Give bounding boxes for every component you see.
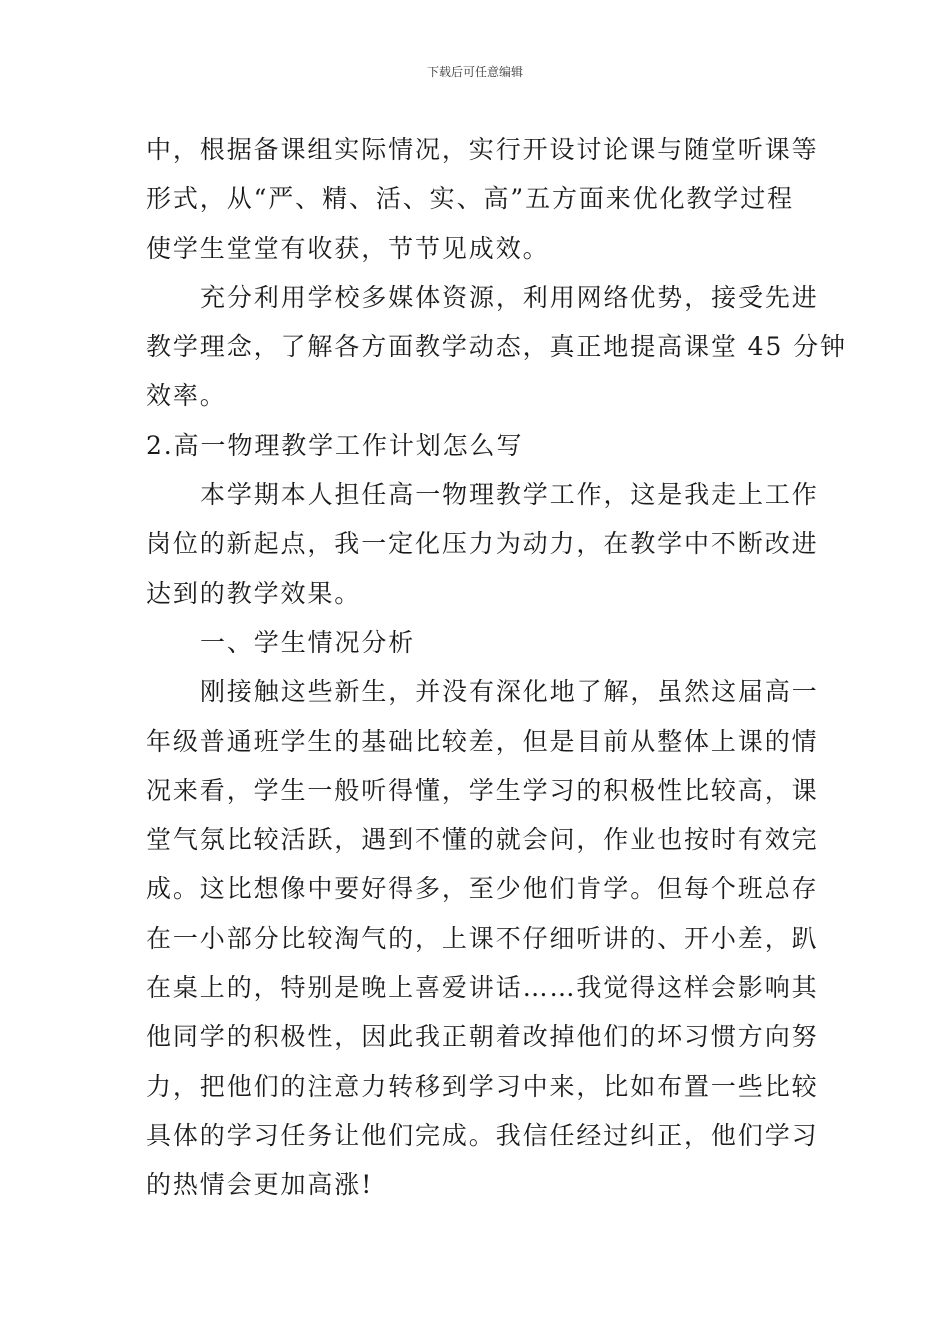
text-line: 力，把他们的注意力转移到学习中来，比如布置一些比较 <box>146 1071 819 1101</box>
text-line: 充分利用学校多媒体资源，利用网络优势，接受先进 <box>200 282 819 312</box>
text-line: 在一小部分比较淘气的，上课不仔细听讲的、开小差，趴 <box>146 923 819 953</box>
paragraph-4 <box>146 667 819 1209</box>
paragraph-3 <box>146 470 819 618</box>
text-line: 他同学的积极性，因此我正朝着改掉他们的坏习惯方向努 <box>146 1022 819 1052</box>
text-line: 刚接触这些新生，并没有深化地了解，虽然这届高一 <box>200 677 819 707</box>
heading-line: 2.高一物理教学工作计划怎么写 <box>146 430 524 460</box>
document-body <box>146 125 847 1210</box>
text-line: 教学理念，了解各方面教学动态，真正地提高课堂 45 分钟 <box>146 332 847 362</box>
text-line: 具体的学习任务让他们完成。我信任经过纠正，他们学习 <box>146 1120 819 1150</box>
text-line: 成。这比想像中要好得多，至少他们肯学。但每个班总存 <box>146 874 819 904</box>
heading-line: 一、学生情况分析 <box>200 627 416 657</box>
text-line: 岗位的新起点，我一定化压力为动力，在教学中不断改进 <box>146 529 819 559</box>
paragraph-1 <box>146 125 819 273</box>
text-line: 的热情会更加高涨! <box>146 1170 374 1200</box>
text-line: 年级普通班学生的基础比较差，但是目前从整体上课的情 <box>146 726 819 756</box>
text-line: 在桌上的，特别是晚上喜爱讲话……我觉得这样会影响其 <box>146 973 819 1003</box>
text-line: 达到的教学效果。 <box>146 578 362 608</box>
text-line: 效率。 <box>146 381 227 411</box>
page-header: 下载后可任意编辑 <box>426 65 523 79</box>
section-heading <box>146 421 810 470</box>
paragraph-2 <box>146 273 847 421</box>
text-line: 堂气氛比较活跃，遇到不懂的就会问，作业也按时有效完 <box>146 825 819 855</box>
text-line: 使学生堂堂有收获，节节见成效。 <box>146 233 550 263</box>
text-line: 中，根据备课组实际情况，实行开设讨论课与随堂听课等 <box>146 135 819 164</box>
text-line: 形式，从“严、精、活、实、高”五方面来优化教学过程 <box>146 184 795 214</box>
text-line: 况来看，学生一般听得懂，学生学习的积极性比较高，课 <box>146 775 819 805</box>
text-line: 本学期本人担任高一物理教学工作，这是我走上工作 <box>200 480 819 510</box>
subsection-heading <box>146 618 810 667</box>
